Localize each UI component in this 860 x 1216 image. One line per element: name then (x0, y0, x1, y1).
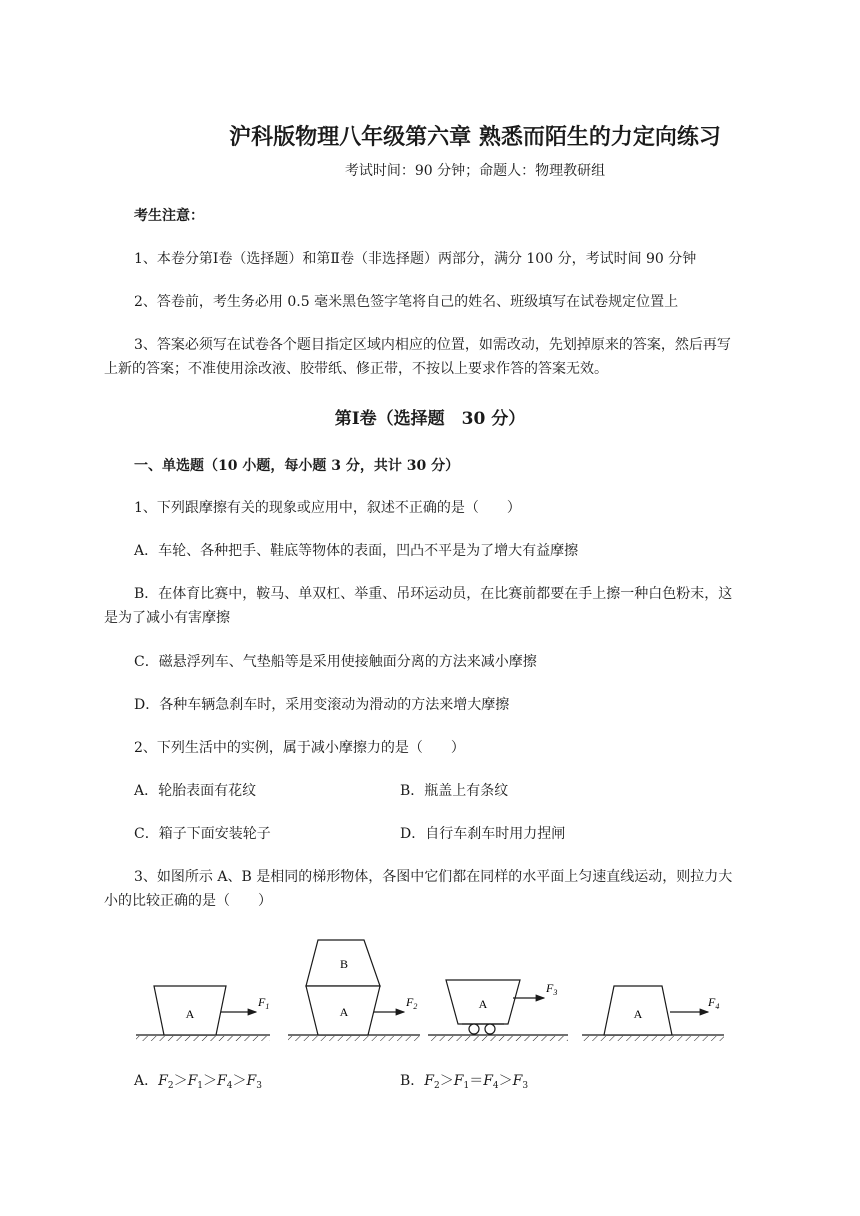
notice-item-2: 2、答卷前，考生务必用 0.5 毫米黑色签字笔将自己的姓名、班级填写在试卷规定位置上 (134, 294, 679, 310)
force-label-4: F (708, 995, 716, 1009)
q1-option-c: C．磁悬浮列车、气垫船等是采用使接触面分离的方法来减小摩擦 (134, 654, 537, 670)
q2-option-c: C．箱子下面安装轮子 (134, 826, 271, 842)
q2-option-b: B．瓶盖上有条纹 (400, 783, 509, 799)
q1-option-a: A．车轮、各种把手、鞋底等物体的表面，凹凸不平是为了增大有益摩擦 (134, 543, 579, 559)
block-b-label: B (339, 957, 349, 971)
block-a-label-1: A (185, 1007, 195, 1021)
q3-figure (128, 928, 728, 1048)
section-title: 第Ⅰ卷（选择题 30 分） (334, 409, 526, 429)
svg-text:F1: $F_1$ (258, 995, 270, 1011)
svg-text:F2: $F_2$ (406, 995, 418, 1011)
notice-item-1: 1、本卷分第Ⅰ卷（选择题）和第Ⅱ卷（非选择题）两部分，满分 100 分，考试时间 90 分钟 (134, 251, 697, 267)
notice-item-3-cont: 上新的答案；不准使用涂改液、胶带纸、修正带，不按以上要求作答的答案无效。 (104, 361, 608, 377)
svg-text:F3: $F_3$ (546, 981, 558, 997)
q2-option-a: A．轮胎表面有花纹 (134, 783, 257, 799)
block-a-label-2: A (339, 1005, 349, 1019)
q3-option-b: B．$F_2>F_1=F_4>F_3$ (400, 1073, 529, 1091)
diagram-1 (136, 986, 270, 1041)
exam-info: 考试时间：90 分钟；命题人：物理教研组 (344, 163, 606, 179)
notice-heading: 考生注意： (134, 208, 204, 224)
diagram-4 (582, 986, 724, 1041)
force-label-2: F (406, 995, 414, 1009)
q1-stem: 1、下列跟摩擦有关的现象或应用中，叙述不正确的是（ ） (134, 500, 521, 516)
diagram-2 (288, 940, 420, 1041)
q2-option-d: D．自行车刹车时用力捏闸 (400, 826, 566, 842)
notice-item-3: 3、答案必须写在试卷各个题目指定区域内相应的位置，如需改动，先划掉原来的答案，然后再写 (134, 337, 731, 353)
diagram-3 (428, 980, 568, 1041)
block-a-label-4: A (633, 1007, 643, 1021)
q1-option-d: D．各种车辆急刹车时，采用变滚动为滑动的方法来增大摩擦 (134, 697, 510, 713)
part-heading: 一、单选题（10 小题，每小题 3 分，共计 30 分） (134, 458, 460, 474)
q2-stem: 2、下列生活中的实例，属于减小摩擦力的是（ ） (134, 740, 465, 756)
svg-text:F4: $F_4$ (708, 995, 720, 1011)
q3-stem: 3、如图所示 A、B 是相同的梯形物体，各图中它们都在同样的水平面上匀速直线运动，则拉力大 (134, 869, 733, 885)
q1-option-b-cont: 是为了减小有害摩擦 (104, 610, 230, 626)
q3-option-a: A．$F_2>F_1>F_4>F_3$ (134, 1073, 262, 1091)
page-title: 沪科版物理八年级第六章 熟悉而陌生的力定向练习 (229, 124, 721, 150)
q3-stem-cont: 小的比较正确的是（ ） (104, 893, 272, 909)
block-a-label-3: A (478, 997, 488, 1011)
force-label-1: F (258, 995, 266, 1009)
force-label-3: F (546, 981, 554, 995)
q1-option-b: B．在体育比赛中，鞍马、单双杠、举重、吊环运动员，在比赛前都要在手上擦一种白色粉末，这 (134, 586, 733, 602)
